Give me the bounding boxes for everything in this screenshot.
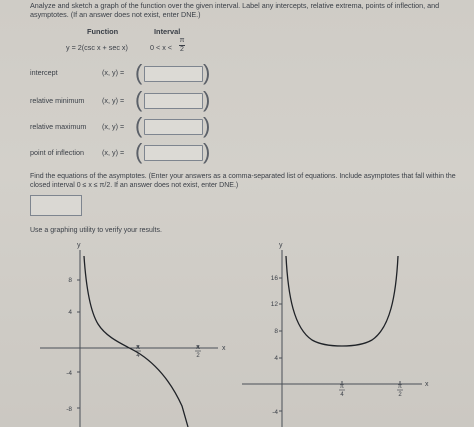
- left-graph: [40, 236, 240, 427]
- x-tick-denominator: 4: [136, 353, 140, 359]
- x-tick-denominator: 4: [340, 392, 344, 398]
- y-tick-label: -8: [66, 406, 72, 413]
- close-paren: ): [203, 60, 211, 85]
- intercept-label: intercept: [30, 68, 58, 77]
- asymptotes-prompt: Find the equations of the asymptotes. (Enter your answers as a comma-separated list of equations. Include asymptotes that fall within the closed interval 0 ≤ x ≤ π/2. If an answer does not exist, enter DNE.): [30, 173, 456, 189]
- y-tick-label: 16: [270, 275, 278, 282]
- open-paren: (: [135, 87, 143, 112]
- interval-header: Interval: [154, 27, 181, 36]
- close-paren: ): [203, 139, 211, 164]
- y-tick-label: 4: [274, 355, 278, 362]
- left-graph-y-label: y: [77, 242, 81, 249]
- interval-fraction: [178, 37, 186, 54]
- relative-minimum-label: relative minimum: [30, 96, 85, 105]
- x-tick-denominator: 2: [196, 353, 200, 359]
- close-paren: ): [203, 113, 211, 138]
- y-tick-label: 12: [270, 301, 278, 308]
- interval-numerator: π: [179, 37, 185, 44]
- function-header: Function: [87, 27, 119, 36]
- right-graph-y-label: y: [279, 242, 283, 249]
- intercept-input[interactable]: [144, 66, 203, 82]
- close-paren: ): [203, 87, 211, 112]
- right-graph-x-label: x: [425, 381, 429, 388]
- x-tick-numerator: π: [397, 384, 403, 390]
- y-tick-label: -4: [272, 409, 278, 416]
- right-graph-curve: [286, 256, 398, 346]
- left-graph-curve: [84, 256, 188, 427]
- interval-left: 0 < x <: [150, 43, 172, 52]
- point-of-inflection-input[interactable]: [144, 145, 203, 161]
- graphing-utility-note: Use a graphing utility to verify your results.: [30, 227, 162, 234]
- open-paren: (: [135, 139, 143, 164]
- x-tick-numerator: π: [195, 345, 201, 351]
- relative-maximum-label: relative maximum: [30, 122, 87, 131]
- y-tick-label: 4: [68, 309, 72, 316]
- interval-denominator: 2: [180, 46, 184, 53]
- asymptotes-input[interactable]: [30, 195, 82, 216]
- x-tick-numerator: π: [135, 345, 141, 351]
- right-graph: [232, 236, 474, 427]
- interval-expression: [150, 44, 172, 53]
- open-paren: (: [135, 113, 143, 138]
- function-expression: y = 2(csc x + sec x): [66, 43, 128, 52]
- relative-minimum-coord-label: (x, y) =: [102, 96, 125, 105]
- intercept-coord-label: (x, y) =: [102, 68, 125, 77]
- x-tick-denominator: 2: [398, 392, 402, 398]
- problem-instructions: Analyze and sketch a graph of the function over the given interval. Label any intercepts, relative extrema, points of inflection, and asymptotes. (If an answer does not exist, enter DNE.): [30, 1, 440, 19]
- relative-minimum-input[interactable]: [144, 93, 203, 109]
- point-of-inflection-label: point of inflection: [30, 148, 84, 157]
- open-paren: (: [135, 60, 143, 85]
- y-tick-label: 8: [274, 328, 278, 335]
- y-tick-label: -4: [66, 370, 72, 377]
- y-tick-label: 8: [68, 277, 72, 284]
- x-tick-numerator: π: [339, 384, 345, 390]
- point-of-inflection-coord-label: (x, y) =: [102, 148, 125, 157]
- relative-maximum-input[interactable]: [144, 119, 203, 135]
- left-graph-x-label: x: [222, 345, 226, 352]
- relative-maximum-coord-label: (x, y) =: [102, 122, 125, 131]
